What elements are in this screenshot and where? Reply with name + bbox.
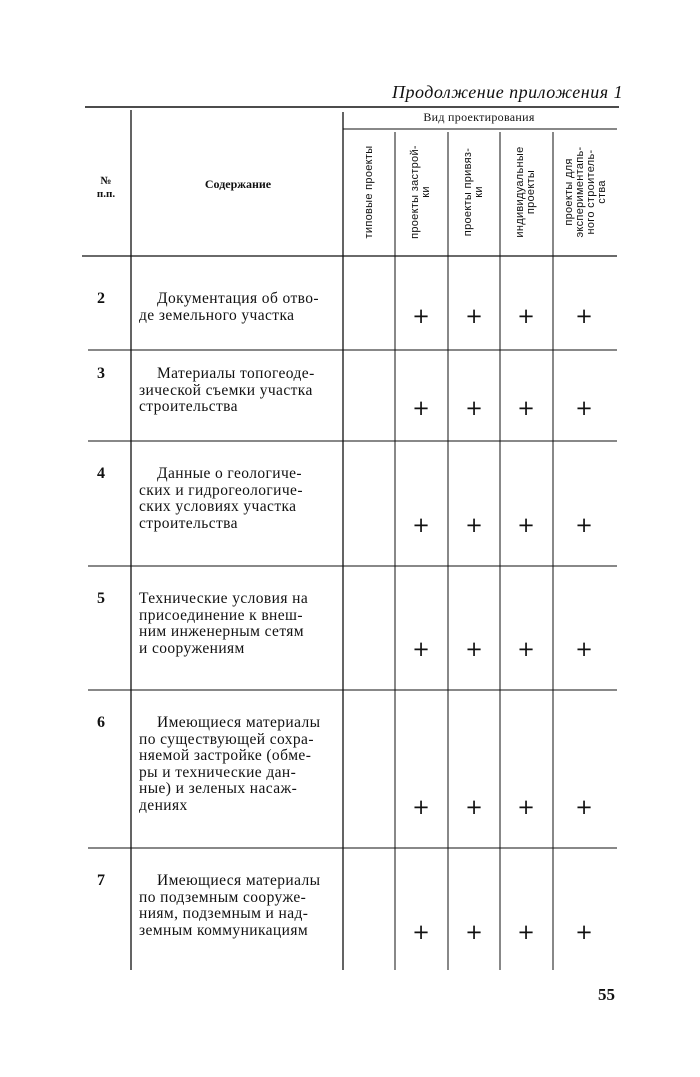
mark-row4-experimental: +: [575, 513, 593, 537]
row-content: Данные о геологиче- ских и гидрогеологиче- ских условиях участка строительства: [139, 465, 303, 532]
mark-row6-development: +: [412, 795, 430, 819]
mark-row3-experimental: +: [575, 396, 593, 420]
continuation-heading: Продолжение приложения 1: [392, 82, 624, 102]
mark-row3-development: +: [412, 396, 430, 420]
mark-row5-experimental: +: [575, 637, 593, 661]
mark-row7-individual: +: [517, 920, 535, 944]
mark-row2-development: +: [412, 304, 430, 328]
column-header-typical: типовые проекты: [362, 145, 375, 239]
row-content: Технические условия на присоединение к внеш- ним инженерным сетям и сооружениям: [139, 590, 309, 657]
row-content: Материалы топогеоде- зической съемки участка строительства: [139, 365, 315, 415]
mark-row6-experimental: +: [575, 795, 593, 819]
column-header-number: № п.п.: [96, 175, 116, 200]
column-header-binding: проекты привяз- ки: [462, 147, 485, 237]
column-group-header: Вид проектирования: [423, 110, 535, 124]
mark-row7-binding: +: [465, 920, 483, 944]
row-number: 2: [97, 290, 105, 307]
column-header-development: проекты застрой- ки: [409, 145, 432, 239]
mark-row3-individual: +: [517, 396, 535, 420]
column-header-experimental: проекты для экспериментапь- ного строитель- ства: [563, 146, 608, 238]
mark-row4-individual: +: [517, 513, 535, 537]
mark-row2-experimental: +: [575, 304, 593, 328]
mark-row6-individual: +: [517, 795, 535, 819]
row-number: 6: [97, 714, 105, 731]
mark-row5-individual: +: [517, 637, 535, 661]
mark-row3-binding: +: [465, 396, 483, 420]
row-number: 5: [97, 590, 105, 607]
page-number: 55: [598, 985, 615, 1004]
mark-row7-development: +: [412, 920, 430, 944]
row-content: Документация об отво- де земельного участка: [139, 290, 319, 324]
column-header-content: Содержание: [204, 177, 272, 191]
column-header-individual: индивидуальные проекты: [514, 146, 537, 238]
mark-row4-development: +: [412, 513, 430, 537]
mark-row4-binding: +: [465, 513, 483, 537]
mark-row2-individual: +: [517, 304, 535, 328]
row-number: 3: [97, 365, 105, 382]
row-number: 4: [97, 465, 105, 482]
mark-row2-binding: +: [465, 304, 483, 328]
mark-row6-binding: +: [465, 795, 483, 819]
mark-row5-development: +: [412, 637, 430, 661]
row-content: Имеющиеся материалы по подземным сооруже- ниям, подземным и над- земным коммуникациям: [139, 872, 321, 939]
mark-row5-binding: +: [465, 637, 483, 661]
row-content: Имеющиеся материалы по существующей сохра- няемой застройке (обме- ры и технические дан- ные) и зеленых насаж- дениях: [139, 714, 321, 814]
row-number: 7: [97, 872, 105, 889]
mark-row7-experimental: +: [575, 920, 593, 944]
